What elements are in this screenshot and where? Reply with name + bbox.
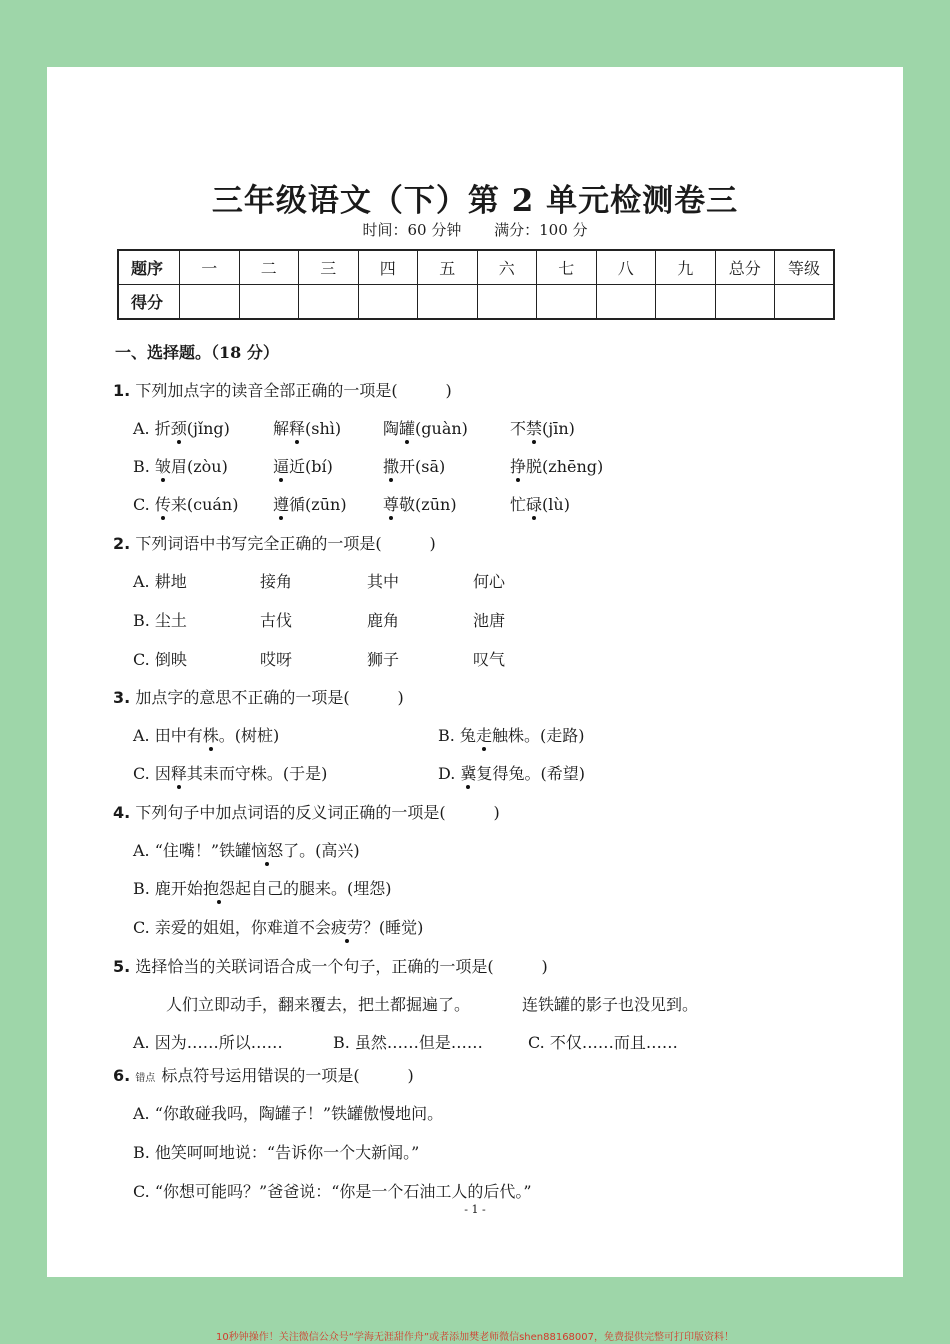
score-cell[interactable] bbox=[477, 285, 537, 320]
q4-option-b: B. 鹿开始抱怨起自己的腿来。(埋怨) bbox=[133, 879, 392, 898]
q3-option-b: B. 兔走触株。(走路) bbox=[438, 726, 585, 745]
question-6: 6. 错点 标点符号运用错误的一项是( ) bbox=[113, 1066, 414, 1085]
question-4: 4. 下列句子中加点词语的反义词正确的一项是( ) bbox=[113, 803, 500, 822]
q2-option-b-3: 鹿角 bbox=[367, 611, 400, 630]
q6-option-b: B. 他笑呵呵地说：“告诉你一个大新闻。” bbox=[133, 1143, 420, 1162]
score-table-cell: 七 bbox=[537, 250, 597, 285]
q4-option-a: A. “住嘴！”铁罐恼怒了。(高兴) bbox=[133, 841, 360, 860]
score-cell[interactable] bbox=[299, 285, 359, 320]
score-table-cell: 九 bbox=[656, 250, 716, 285]
score-table-cell: 总分 bbox=[715, 250, 775, 285]
score-table-header-row bbox=[118, 250, 834, 285]
score-cell[interactable] bbox=[537, 285, 597, 320]
section-heading: 一、选择题。（18 分） bbox=[115, 343, 279, 362]
q5-option-b: B. 虽然……但是…… bbox=[333, 1033, 483, 1052]
footer-note: 10秒钟操作！关注微信公众号“学海无涯甜作舟”或者添加樊老师微信shen88168007，免费提供完整可打印版资料！ bbox=[215, 1332, 735, 1343]
q1-option-c-3: 尊敬(zūn) bbox=[383, 495, 457, 514]
score-table-cell: 八 bbox=[596, 250, 656, 285]
q5-sentence-2: 连铁罐的影子也没见到。 bbox=[522, 995, 699, 1014]
dotted-char: 释 bbox=[289, 419, 306, 438]
page-title: 三年级语文（下）第 2 单元检测卷三 bbox=[211, 183, 739, 219]
time-limit: 时间：60 分钟 bbox=[362, 221, 462, 239]
q2-option-b-4: 池唐 bbox=[473, 611, 506, 630]
q6-option-c: C. “你想可能吗？”爸爸说：“你是一个石油工人的后代。” bbox=[133, 1182, 532, 1201]
dotted-char: 释 bbox=[170, 764, 187, 783]
page-number: - 1 - bbox=[464, 1203, 486, 1216]
q1-option-c: C. 传来(cuán) bbox=[133, 495, 239, 514]
q1-option-c-4: 忙碌(lù) bbox=[510, 495, 570, 514]
question-stem: 下列句子中加点词语的反义词正确的一项是( ) bbox=[135, 803, 500, 822]
q1-option-a-2: 解释(shì) bbox=[273, 419, 342, 438]
dotted-char: 走 bbox=[475, 726, 492, 745]
dotted-char: 挣 bbox=[510, 457, 527, 476]
q3-option-a: A. 田中有株。(树桩) bbox=[133, 726, 280, 745]
q1-option-b: B. 皱眉(zòu) bbox=[133, 457, 228, 476]
dotted-char: 颈 bbox=[170, 419, 187, 438]
score-cell[interactable] bbox=[596, 285, 656, 320]
q5-option-c: C. 不仅……而且…… bbox=[528, 1033, 678, 1052]
q1-option-b-3: 撒开(sā) bbox=[383, 457, 446, 476]
dotted-char: 遵 bbox=[273, 495, 290, 514]
score-table-cell: 三 bbox=[299, 250, 359, 285]
q1-option-a-3: 陶罐(guàn) bbox=[383, 419, 468, 438]
q1-option-a: A. 折颈(jǐng) bbox=[133, 419, 230, 438]
q5-sentence-1: 人们立即动手，翻来覆去，把土都掘遍了。 bbox=[166, 995, 471, 1014]
score-table-cell: 等级 bbox=[775, 250, 835, 285]
exam-page bbox=[47, 67, 903, 1277]
q3-option-c: C. 因释其耒而守株。(于是) bbox=[133, 764, 328, 783]
q2-option-a-1: A. 耕地 bbox=[133, 572, 187, 591]
question-2: 2. 下列词语中书写完全正确的一项是( ) bbox=[113, 534, 436, 553]
q2-option-b-1: B. 尘土 bbox=[133, 611, 187, 630]
question-stem: 选择恰当的关联词语合成一个句子，正确的一项是( ) bbox=[135, 957, 548, 976]
score-cell[interactable] bbox=[715, 285, 775, 320]
q2-option-a-3: 其中 bbox=[367, 572, 400, 591]
score-cell[interactable] bbox=[418, 285, 478, 320]
question-stem: 加点字的意思不正确的一项是( ) bbox=[135, 688, 404, 707]
q2-option-c-2: 哎呀 bbox=[260, 650, 293, 669]
q2-option-a-2: 接角 bbox=[260, 572, 293, 591]
dotted-word: 疲劳 bbox=[330, 918, 363, 937]
score-table-cell: 四 bbox=[358, 250, 418, 285]
q2-option-c-3: 狮子 bbox=[367, 650, 400, 669]
question-stem: 下列加点字的读音全部正确的一项是( ) bbox=[135, 381, 452, 400]
dotted-char: 株 bbox=[202, 726, 219, 745]
question-3: 3. 加点字的意思不正确的一项是( ) bbox=[113, 688, 404, 707]
score-cell[interactable] bbox=[358, 285, 418, 320]
q1-option-b-4: 挣脱(zhēng) bbox=[510, 457, 604, 476]
q2-option-b-2: 古伐 bbox=[260, 611, 293, 630]
q1-option-c-2: 遵循(zūn) bbox=[273, 495, 347, 514]
q3-option-d: D. 冀复得兔。(希望) bbox=[438, 764, 585, 783]
question-stem: 标点符号运用错误的一项是( ) bbox=[161, 1066, 414, 1085]
error-tag: 错点 bbox=[135, 1073, 156, 1084]
q6-option-a: A. “你敢碰我吗，陶罐子！”铁罐傲慢地问。 bbox=[133, 1104, 444, 1123]
score-row-label: 得分 bbox=[118, 285, 180, 320]
score-table-cell: 六 bbox=[477, 250, 537, 285]
dotted-word: 抱怨 bbox=[202, 879, 235, 898]
q2-option-c-4: 叹气 bbox=[473, 650, 506, 669]
q5-option-a: A. 因为……所以…… bbox=[133, 1033, 283, 1052]
dotted-char: 传 bbox=[154, 495, 171, 514]
dotted-char: 碌 bbox=[526, 495, 543, 514]
dotted-char: 尊 bbox=[383, 495, 400, 514]
score-table-score-row bbox=[118, 285, 834, 320]
dotted-char: 皱 bbox=[154, 457, 171, 476]
question-5: 5. 选择恰当的关联词语合成一个句子，正确的一项是( ) bbox=[113, 957, 548, 976]
exam-info bbox=[47, 219, 903, 240]
score-cell[interactable] bbox=[180, 285, 240, 320]
question-stem: 下列词语中书写完全正确的一项是( ) bbox=[135, 534, 436, 553]
score-cell[interactable] bbox=[239, 285, 299, 320]
dotted-char: 冀 bbox=[460, 764, 477, 783]
score-table-cell: 一 bbox=[180, 250, 240, 285]
q1-option-a-4: 不禁(jīn) bbox=[510, 419, 575, 438]
q4-option-c: C. 亲爱的姐姐，你难道不会疲劳？(睡觉) bbox=[133, 918, 424, 937]
score-cell[interactable] bbox=[775, 285, 835, 320]
score-cell[interactable] bbox=[656, 285, 716, 320]
q2-option-c-1: C. 倒映 bbox=[133, 650, 187, 669]
score-table-cell: 五 bbox=[418, 250, 478, 285]
full-score: 满分：100 分 bbox=[494, 221, 588, 239]
score-table bbox=[117, 249, 835, 320]
dotted-char: 逼 bbox=[273, 457, 290, 476]
score-table-cell: 题序 bbox=[118, 250, 180, 285]
dotted-char: 禁 bbox=[526, 419, 543, 438]
score-table-cell: 二 bbox=[239, 250, 299, 285]
q1-option-b-2: 逼近(bí) bbox=[273, 457, 333, 476]
dotted-char: 撒 bbox=[383, 457, 400, 476]
q2-option-a-4: 何心 bbox=[473, 572, 506, 591]
dotted-char: 罐 bbox=[399, 419, 416, 438]
question-1: 1. 下列加点字的读音全部正确的一项是( ) bbox=[113, 381, 452, 400]
dotted-word: 恼怒 bbox=[251, 841, 284, 860]
